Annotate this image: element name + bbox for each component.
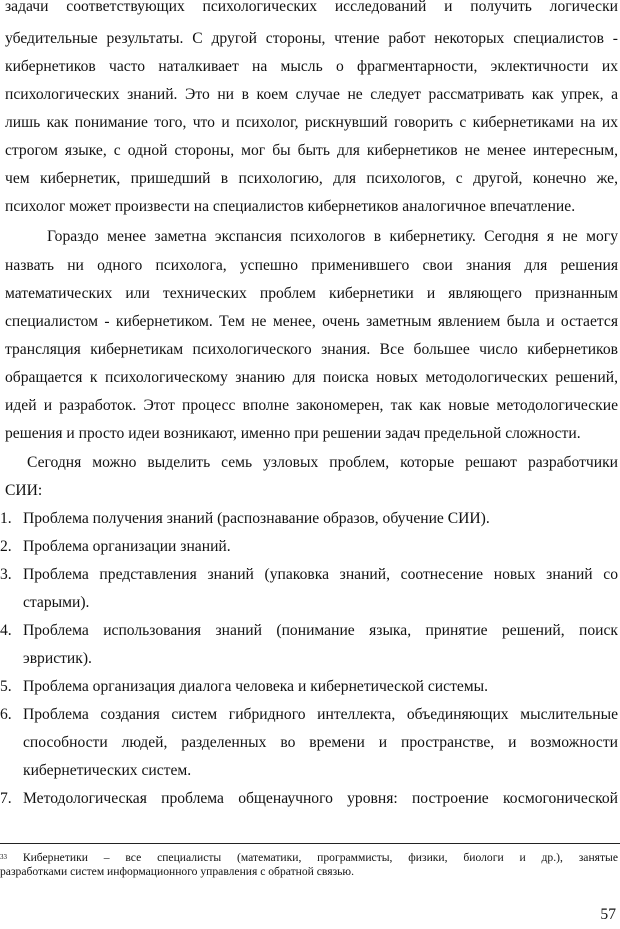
paragraph-line: трансляция кибернетикам психологического знания. Все большее число кибернетиков [5, 341, 618, 358]
paragraph-line: решения и просто идеи возникают, именно при решении задач предельной сложности. [5, 425, 581, 442]
list-text: способности людей, разделенных во времени и пространстве, и возможности [23, 734, 618, 751]
paragraph-line: строгом языке, с одной стороны, мог бы быть для кибернетиков не менее интересным, [5, 142, 618, 159]
list-number: 2. [0, 538, 12, 555]
list-number: 6. [0, 706, 12, 723]
paragraph-line: психологических знаний. Это ни в коем случае не следует рассматривать как упрек, а [5, 86, 618, 103]
list-number: 3. [0, 566, 12, 583]
paragraph-line: Гораздо менее заметна экспансия психологов в кибернетику. Сегодня я не могу [47, 228, 618, 245]
paragraph-line: задачи соответствующих психологических исследований и получить логически [5, 0, 618, 15]
list-number: 1. [0, 510, 12, 527]
list-text: старыми). [23, 594, 90, 611]
list-text: Проблема представления знаний (упаковка знаний, соотнесение новых знаний со [23, 566, 618, 583]
list-text: Проблема использования знаний (понимание языка, принятие решений, поиск [23, 622, 618, 639]
paragraph-line: специалистом - кибернетиком. Тем не менее, очень заметным явлением была и остается [5, 313, 618, 330]
list-text: кибернетических систем. [23, 762, 192, 779]
list-number: 4. [0, 622, 12, 639]
paragraph-line: математических или технических проблем кибернетики и являющего признанным [5, 285, 618, 302]
list-number: 7. [0, 790, 12, 807]
list-text: Проблема получения знаний (распознавание образов, обучение СИИ). [23, 510, 490, 527]
paragraph-line: психолог может произвести на специалистов кибернетиков аналогичное впечатление. [5, 198, 576, 215]
paragraph-line: убедительные результаты. С другой стороны, чтение работ некоторых специалистов - [5, 30, 618, 47]
list-text: Методологическая проблема общенаучного уровня: построение космогонической [23, 790, 618, 807]
footnote-line [0, 851, 618, 865]
paragraph-line: обращается к психологическому знанию для поиска новых методологических решений, [5, 369, 618, 386]
paragraph-line: чем кибернетик, пришедший в психологию, для психологов, с другой, конечно же, [5, 170, 618, 187]
list-text: эвристик). [23, 650, 92, 667]
list-text: Проблема организация диалога человека и кибернетической системы. [23, 678, 489, 695]
list-text: Проблема организации знаний. [23, 538, 231, 555]
footnote-marker: 33 [0, 853, 7, 861]
footnote-text: Кибернетики – все специалисты (математики, программисты, физики, биологи и др.), занятые [7, 851, 618, 864]
list-text: Проблема создания систем гибридного интеллекта, объединяющих мыслительные [23, 706, 618, 723]
paragraph-line: лишь как понимание того, что и психолог, рискнувший говорить с кибернетиками на их [5, 114, 618, 131]
paragraph-line: СИИ: [5, 482, 43, 499]
page-number: 57 [600, 906, 616, 923]
paragraph-line: Сегодня можно выделить семь узловых проблем, которые решают разработчики [27, 454, 618, 471]
paragraph-line: идей и разработок. Этот процесс вполне закономерен, так как новые методологические [5, 397, 618, 414]
list-number: 5. [0, 678, 12, 695]
paragraph-line: кибернетиков часто наталкивает на мысль о фрагментарности, эклектичности их [5, 58, 618, 75]
footnote-line: разработками систем информационного управления с обратной связью. [0, 865, 354, 878]
paragraph-line: назвать ни одного психолога, успешно применившего свои знания для решения [5, 257, 618, 274]
footnote-separator [0, 843, 620, 844]
